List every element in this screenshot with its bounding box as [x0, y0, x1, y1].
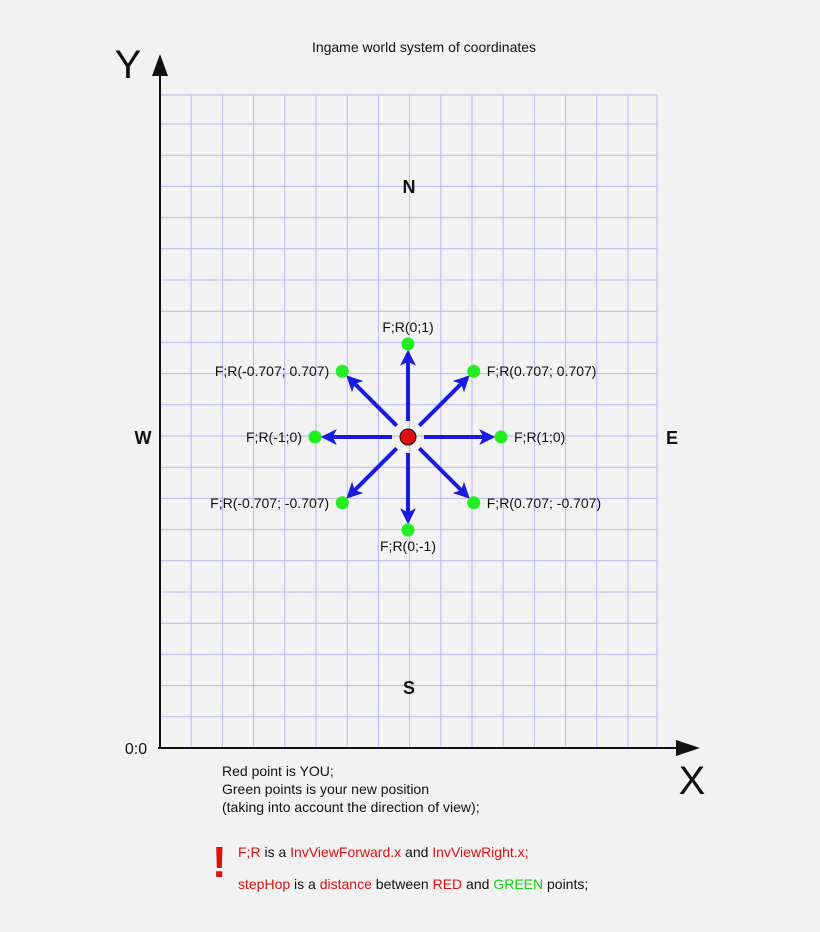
direction-arrow [419, 448, 467, 496]
direction-arrow [349, 378, 397, 426]
legend-text: between [371, 876, 433, 892]
new-position-point [336, 365, 349, 378]
point-label: F;R(1;0) [514, 429, 566, 445]
legend-green: GREEN [493, 876, 544, 892]
point-label: F;R(-0.707; 0.707) [214, 363, 330, 380]
y-axis-label: Y [114, 43, 142, 87]
north-label: N [402, 177, 416, 197]
diagram-title: Ingame world system of coordinates [311, 39, 537, 55]
new-position-point [467, 496, 480, 509]
legend-fr: F;R [238, 844, 261, 860]
new-position-point [402, 524, 415, 537]
point-label: F;R(0;1) [382, 319, 434, 335]
point-label: F;R(0;-1) [380, 538, 436, 554]
new-position-point [402, 338, 415, 351]
new-position-point [336, 496, 349, 509]
point-label: F;R(0.707; 0.707) [486, 363, 597, 380]
note-line-2: Green points is your new position [222, 781, 429, 797]
notes [222, 762, 480, 816]
new-position-point [495, 431, 508, 444]
west-label: W [134, 428, 152, 448]
east-label: E [665, 428, 679, 448]
legend-text: points; [543, 876, 589, 892]
x-axis-arrow-icon [676, 740, 700, 756]
legend-line-2 [238, 876, 588, 892]
legend-red: RED [432, 876, 463, 892]
legend-forward: InvViewForward.x [290, 844, 402, 860]
y-axis-arrow-icon [152, 54, 168, 76]
new-position-point [467, 365, 480, 378]
legend-text: is a [290, 876, 320, 892]
x-axis-label: X [678, 759, 706, 803]
you-point [400, 429, 416, 445]
point-label: F;R(-1;0) [246, 429, 302, 445]
legend-text: and [462, 876, 494, 892]
new-position-point [309, 431, 322, 444]
legend-right: InvViewRight.x; [432, 844, 529, 860]
south-label: S [402, 678, 416, 698]
legend-text: and [401, 844, 433, 860]
legend-distance: distance [319, 876, 372, 892]
point-label: F;R(-0.707; -0.707) [210, 494, 330, 511]
note-line-1: Red point is YOU; [222, 763, 334, 779]
point-label: F;R(0.707; -0.707) [486, 494, 602, 511]
direction-arrow [349, 448, 397, 496]
legend-line-1 [238, 844, 529, 860]
legend-text: is a [260, 844, 291, 860]
exclamation-icon: ! [212, 838, 227, 887]
legend-stephop: stepHop [238, 876, 291, 892]
note-line-3: (taking into account the direction of view); [222, 799, 480, 815]
origin-label: 0:0 [124, 741, 148, 758]
direction-arrow [419, 378, 467, 426]
